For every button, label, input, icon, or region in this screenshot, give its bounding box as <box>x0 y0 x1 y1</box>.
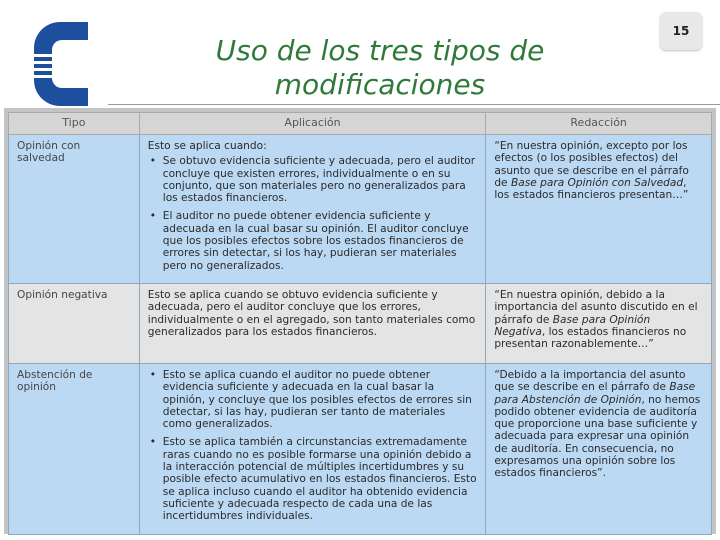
redaccion-text: , los estados financieros no presentan razonablemente…” <box>494 325 687 351</box>
aplicacion-intro: Esto se aplica cuando se obtuvo evidencia suficiente y adecuada, pero el auditor concluye que los errores, individualmente o en el agregado, son tanto materiales como generalizados para los estados financieros. <box>147 288 476 338</box>
aplicacion-intro: Esto se aplica cuando: <box>147 140 267 152</box>
redaccion-text: , no hemos podido obtener evidencia de auditoría que proporcione una base suficiente y adecuada para expresar una opinión de auditoría. En consecuencia, no expresamos una opinión sobre los estados financieros”. <box>494 393 701 480</box>
cell-redaccion <box>486 363 712 534</box>
title-divider <box>108 104 720 105</box>
header-aplicacion: Aplicación <box>139 113 486 135</box>
table-header-row <box>9 113 712 135</box>
slide-title: Uso de los tres tipos de modificaciones <box>215 34 545 101</box>
brand-logo-icon <box>30 18 92 110</box>
list-item: • El auditor no puede obtener evidencia suficiente y adecuada en la cual basar su opinión. El auditor concluye que los posibles efectos sobre los estados financieros de errores sin detectar, si los hay, pudieran ser materiales pero no generalizados. <box>148 210 478 271</box>
page-number-badge: 15 <box>660 12 702 50</box>
header-tipo: Tipo <box>9 113 140 135</box>
cell-redaccion <box>486 283 712 363</box>
cell-aplicacion <box>139 135 486 284</box>
aplicacion-list <box>148 155 478 272</box>
redaccion-text: “En nuestra opinión, excepto por los efectos (o los posibles efectos) del asunto que se describe en el párrafo de <box>494 140 689 189</box>
table-row <box>9 363 712 534</box>
cell-redaccion <box>486 135 712 284</box>
cell-tipo: Opinión con salvedad <box>9 135 140 284</box>
table-row <box>9 135 712 284</box>
modifications-table <box>8 112 712 535</box>
cell-tipo: Opinión negativa <box>9 283 140 363</box>
header-redaccion: Redacción <box>486 113 712 135</box>
table-frame <box>4 108 716 534</box>
list-item: • Esto se aplica cuando el auditor no puede obtener evidencia suficiente y adecuada en la cual basar la opinión, y concluye que los posibles efectos de errores sin detectar, si las hay, pudieran ser tanto de materiales como generalizados. <box>148 369 478 430</box>
redaccion-italic: Base para Abstención de Opinión <box>494 381 696 406</box>
redaccion-text: , los estados financieros presentan…” <box>494 176 689 202</box>
aplicacion-list <box>148 369 478 523</box>
redaccion-italic: Base para Opinión con Salvedad <box>510 176 684 189</box>
redaccion-text: “En nuestra opinión, debido a la importancia del asunto discutido en el párrafo de <box>494 288 698 326</box>
table-row <box>9 283 712 363</box>
cell-aplicacion <box>139 363 486 534</box>
list-item: • Se obtuvo evidencia suficiente y adecuada, pero el auditor concluye que existen errores, individualmente o en su conjunto, que son materiales pero no generalizados para los estados financieros. <box>148 155 478 204</box>
list-item: • Esto se aplica también a circunstancias extremadamente raras cuando no es posible formarse una opinión debido a la interacción potencial de múltiples incertidumbres y su posible efecto acumulativo en los estados financieros. Esto se aplica incluso cuando el auditor ha obtenido evidencia suficiente y adecuada respecto de cada una de las incertidumbres individuales. <box>148 436 478 522</box>
cell-tipo: Abstención de opinión <box>9 363 140 534</box>
cell-aplicacion <box>139 283 486 363</box>
redaccion-italic: Base para Opinión Negativa <box>494 313 651 338</box>
redaccion-text: “Debido a la importancia del asunto que se describe en el párrafo de <box>494 368 686 394</box>
